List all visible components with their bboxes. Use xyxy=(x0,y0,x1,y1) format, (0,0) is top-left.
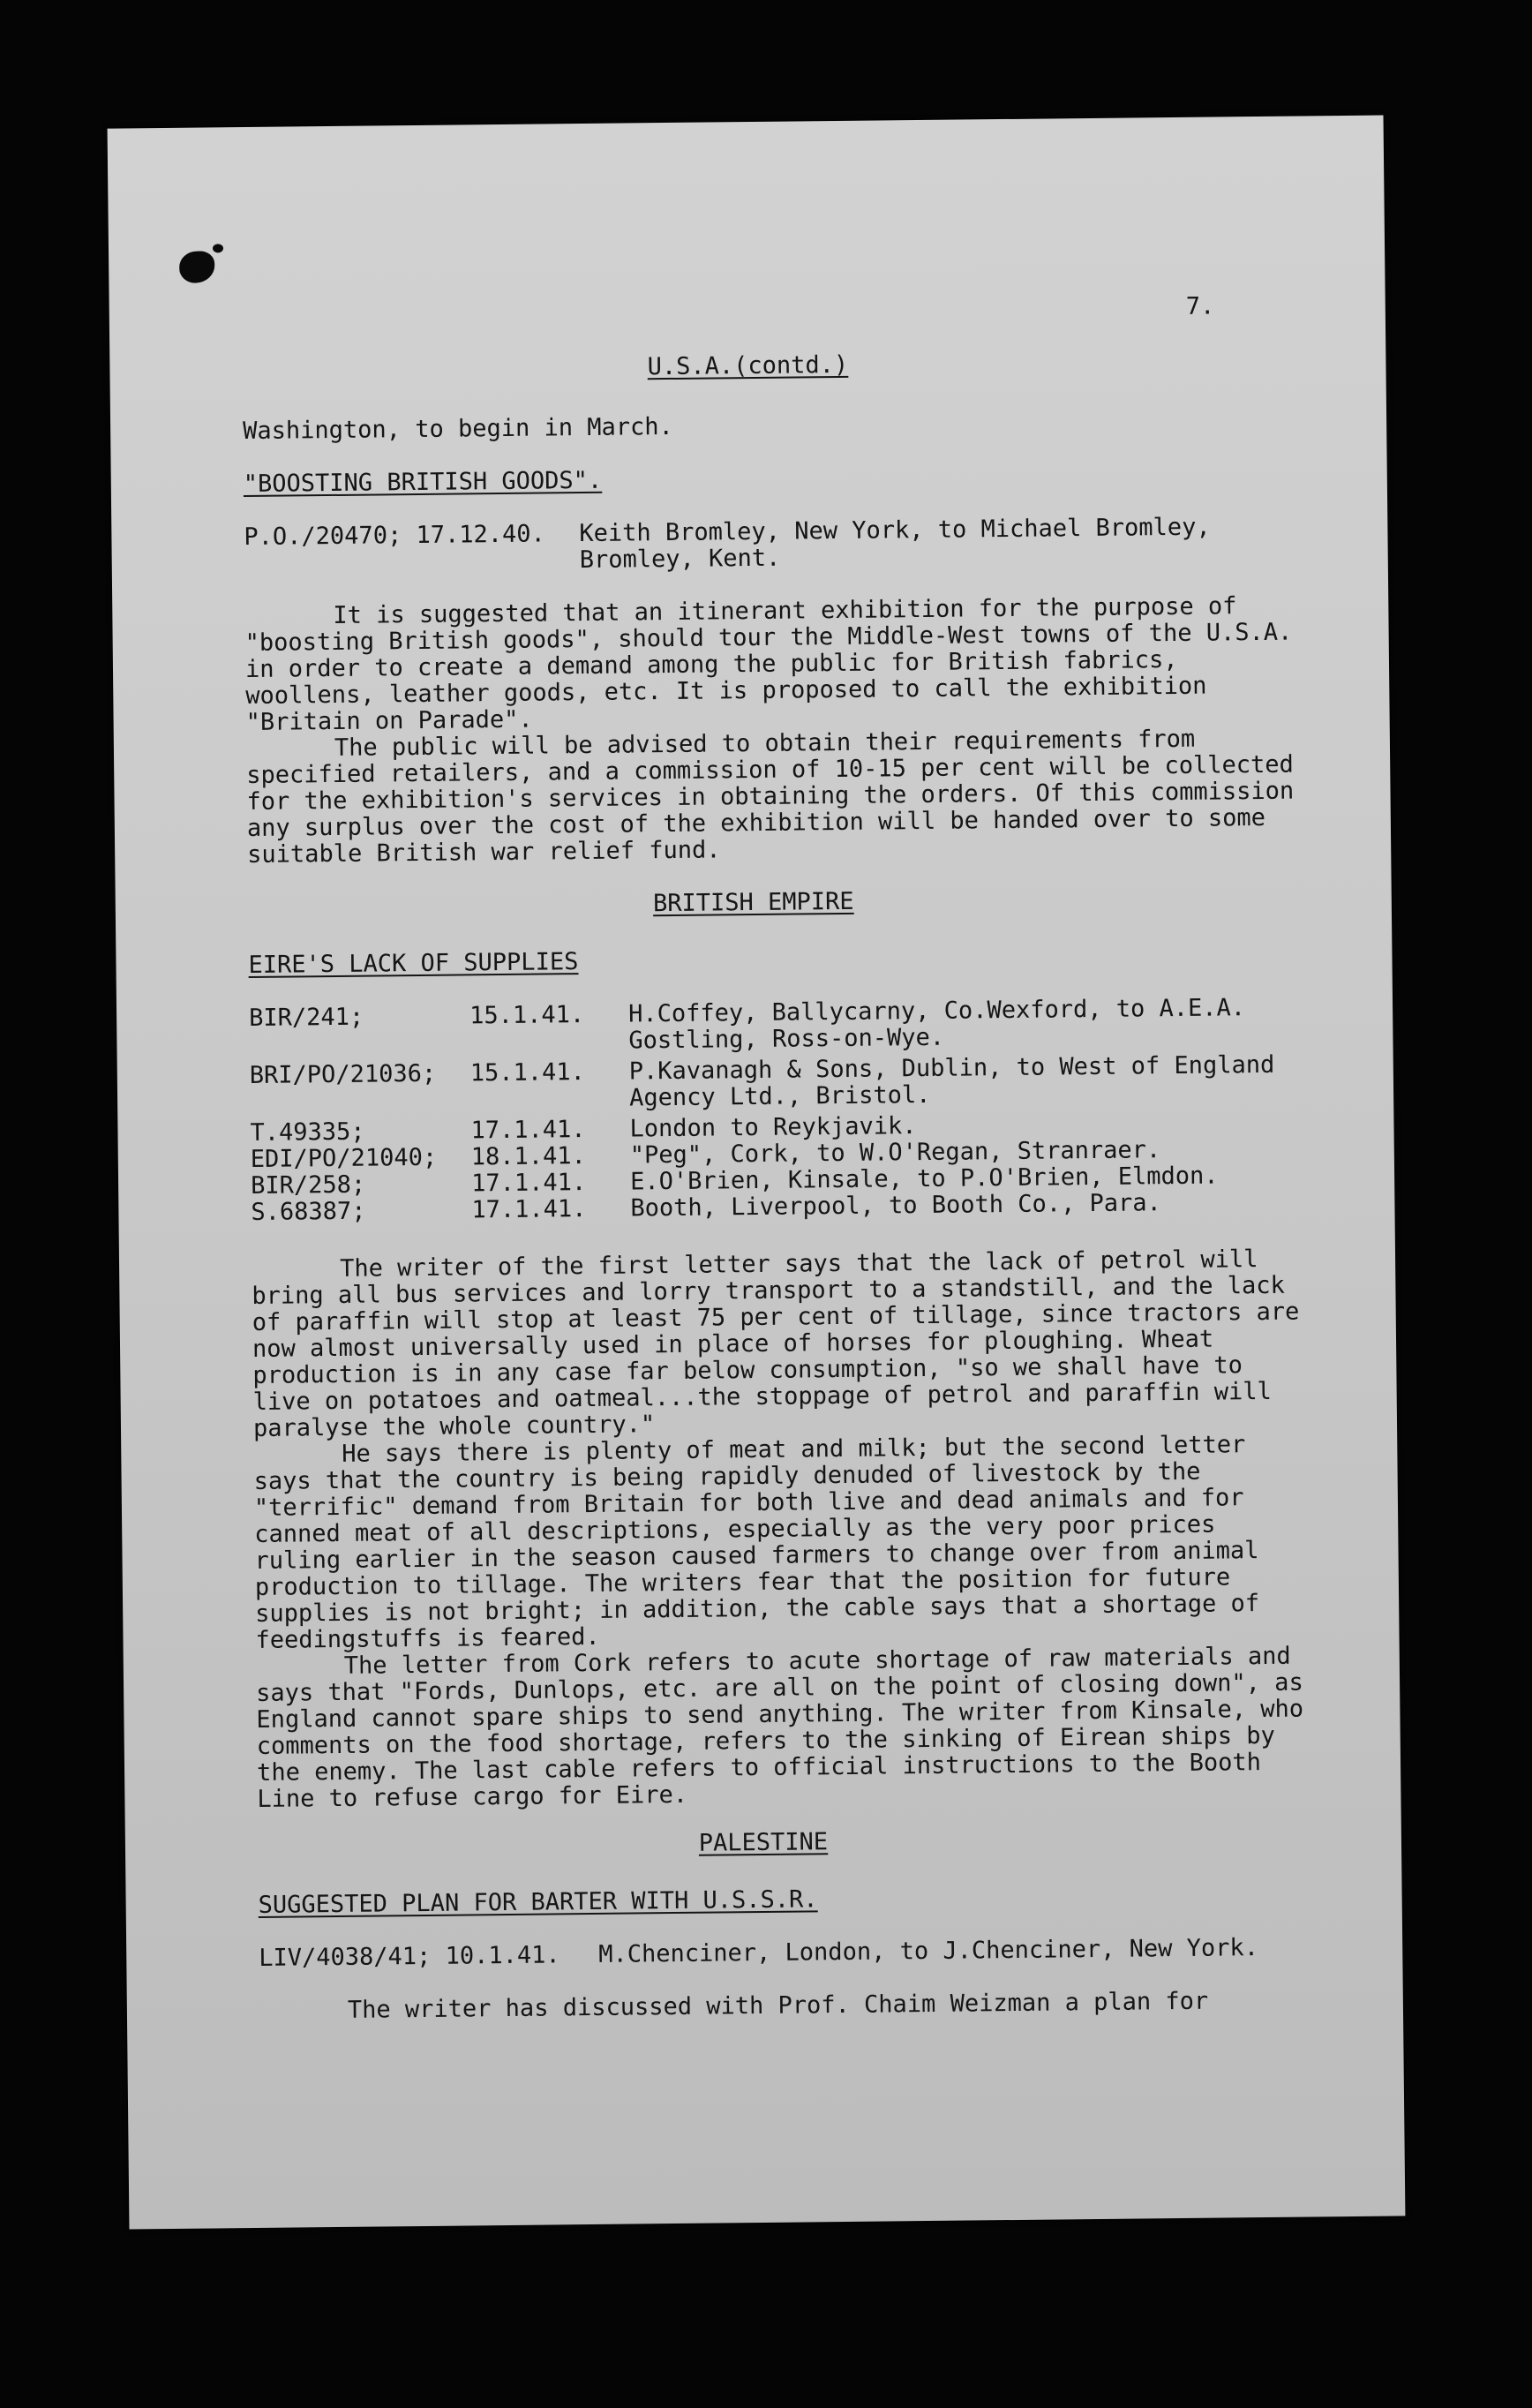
entry-date: 18.1.41. xyxy=(470,1142,587,1171)
entry-desc: H.Coffey, Ballycarny, Co.Wexford, to A.E.A. Gostling, Ross-on-Wye. xyxy=(627,994,1246,1055)
page-number: 7. xyxy=(1185,292,1215,320)
section-heading: U.S.A.(contd.) xyxy=(647,350,849,381)
boosting-paragraph-1: It is suggested that an itinerant exhibition for the purpose of "boosting British goods", should tour the Middle-West towns of the U.S.A. in order to create a demand among the public for British fabrics, woollens, leather goods, etc. It is proposed to call the exhibition "Britain on Parade". xyxy=(244,592,1293,737)
entry-ref: T.49335; xyxy=(250,1117,365,1148)
empire-paragraph-2: He says there is plenty of meat and milk; but the second letter says that the country is being rapidly denuded of livestock by the "terrific" demand from Britain for both live and dead animals and for canned meat of all descriptions, especially as the very poor prices ruling earlier in the season caused farmers to change over from animal production to tillage. The writers fear that the position for future supplies is not bright; in addition, the cable says that a shortage of feedingstuffs is feared. xyxy=(253,1431,1260,1654)
entry-ref: EDI/PO/21040; xyxy=(250,1143,438,1174)
entry-desc: E.O'Brien, Kinsale, to P.O'Brien, Elmdon. xyxy=(629,1162,1219,1196)
entry-desc: P.Kavanagh & Sons, Dublin, to West of England Agency Ltd., Bristol. xyxy=(628,1050,1275,1112)
entry-date: 15.1.41. xyxy=(469,1001,585,1030)
palestine-reference: LIV/4038/41; 10.1.41. xyxy=(259,1941,560,1972)
entry-ref: BIR/258; xyxy=(250,1170,366,1200)
empire-paragraph-1: The writer of the first letter says that the lack of petrol will bring all bus services and lorry transport to a standstill, and the lack of paraffin will stop at least 75 per cent of tillage, since tractors are now almost universally used in place of horses for ploughing. Wheat production is in any case far below consumption, "so we shall have to live on potatoes and oatmeal...the stoppage of petrol and paraffin will paralyse the whole country." xyxy=(252,1245,1300,1442)
empire-paragraph-3: The letter from Cork refers to acute shortage of raw materials and says that "Fords, Dunlops, etc. are all on the point of closing down", as England cannot spare ships to send anything. The writer from Kinsale, who comments on the food shortage, refers to the sinking of Eirean ships by the enemy. The last cable refers to official instructions to the Booth Line to refuse cargo for Eire. xyxy=(255,1642,1304,1813)
entry-desc: Booth, Liverpool, to Booth Co., Para. xyxy=(630,1189,1162,1223)
entry-date: 17.1.41. xyxy=(471,1195,587,1224)
boosting-correspondents-line1: Keith Bromley, New York, to Michael Bromley, xyxy=(579,513,1211,548)
entry-date: 17.1.41. xyxy=(470,1116,586,1145)
ink-blot xyxy=(179,251,214,282)
british-empire-heading: BRITISH EMPIRE xyxy=(652,887,854,918)
entry-ref: BRI/PO/21036; xyxy=(249,1059,437,1090)
ink-speck xyxy=(213,244,223,252)
boosting-heading: "BOOSTING BRITISH GOODS". xyxy=(243,466,603,499)
entry-desc: "Peg", Cork, to W.O'Regan, Stranraer. xyxy=(629,1136,1161,1170)
continued-line: Washington, to begin in March. xyxy=(243,412,673,446)
palestine-heading: PALESTINE xyxy=(698,1828,829,1857)
boosting-paragraph-2: The public will be advised to obtain their requirements from specified retailers, and a commission of 10-15 per cent will be collected for the exhibition's services in obtaining the orders. Of this commission any surplus over the cost of the exhibition will be handed over to some suitable British war relief fund. xyxy=(246,725,1295,869)
document-page xyxy=(108,115,1406,2229)
entry-date: 15.1.41. xyxy=(469,1058,586,1087)
palestine-subheading: SUGGESTED PLAN FOR BARTER WITH U.S.S.R. xyxy=(258,1885,818,1919)
entry-ref: S.68387; xyxy=(251,1197,366,1226)
eire-subheading: EIRE'S LACK OF SUPPLIES xyxy=(248,948,579,980)
entry-ref: BIR/241; xyxy=(248,1003,364,1033)
entry-date: 17.1.41. xyxy=(470,1169,587,1198)
palestine-paragraph-1: The writer has discussed with Prof. Chaim Weizman a plan for xyxy=(347,1987,1209,2024)
entry-desc: London to Reykjavik. xyxy=(629,1112,917,1143)
palestine-correspondents: M.Chenciner, London, to J.Chenciner, New York. xyxy=(598,1934,1259,1968)
boosting-reference: P.O./20470; 17.12.40. xyxy=(244,520,545,552)
boosting-correspondents-line2: Bromley, Kent. xyxy=(579,544,781,575)
